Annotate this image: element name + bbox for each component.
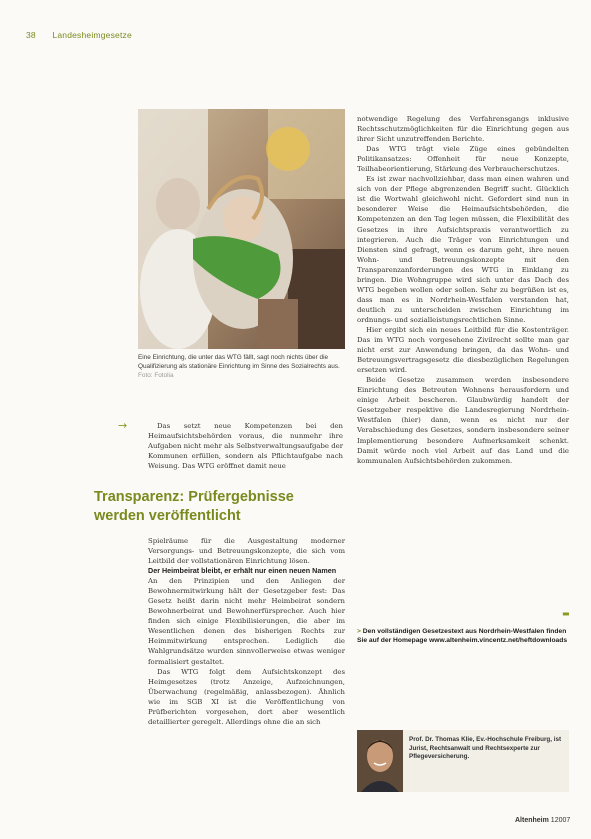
column-right bbox=[357, 114, 569, 466]
issue-number: 12007 bbox=[550, 817, 571, 824]
chevron-right-icon: > bbox=[357, 628, 361, 635]
magazine-name: Altenheim bbox=[515, 817, 549, 824]
caption-text: Eine Einrichtung, die unter das WTG fällt, sagt noch nichts über die Qualifizierung als stationäre Einrichtung im Sinne des Sozialrechts aus. bbox=[138, 354, 340, 370]
section-title: Landesheimgesetze bbox=[52, 30, 132, 40]
photo-credit: Foto: Fotolia bbox=[138, 372, 174, 380]
paragraph: An den Prinzipien und den Anliegen der Bewohnermitwirkung hält der Gesetzgeber fest: Das Gesetz heißt darin nicht mehr Heimbeirat sondern Bewohnerbeirat und Bewohnerfürsprecher. Auch hier finden sich einige Flexibilisierungen, die aber im Wesentlichen denen des bisherigen Rechts zur Heimmitwirkung entsprechen. Lediglich die Wahlgrundsätze wurden sinnvollerweise etwas weniger formalisiert gestaltet. bbox=[148, 577, 345, 666]
download-link-text[interactable]: Den vollständigen Gesetzestext aus Nordrhein-Westfalen finden Sie auf der Homepage www.altenheim.vincentz.net/heftdownloads bbox=[357, 628, 568, 644]
paragraph: notwendige Regelung des Verfahrensgangs inklusive Rechtsschutzmöglichkeiten für die Einrichtung gegen aus ihrer Sicht unzutreffenden Berichte. bbox=[357, 115, 569, 144]
author-bio: Prof. Dr. Thomas Klie, Ev.-Hochschule Freiburg, ist Jurist, Rechtsanwalt und Rechtsexperte zur Pflegeversicherung. bbox=[409, 736, 562, 760]
author-portrait bbox=[357, 730, 403, 792]
paragraph: Das setzt neue Kompetenzen bei den Heimaufsichtsbehörden voraus, die nunmehr ihre Aufgaben nicht mehr als Selbstverwaltungsaufgabe der Kommunen erfüllen, sondern als Pflichtaufgabe nach Weisung. Das WTG eröffnet damit neue bbox=[148, 422, 343, 471]
paragraph: Beide Gesetze zusammen werden insbesondere Einrichtung des Betreuten Wohnens herausfordern und einige Arbeit bescheren. Glaubwürdig handelt der Gesetzgeber respektive die Landesregierung Nordrhein-Westfalen (hier) dann, wenn es nicht nur der Verabschiedung des Gesetzes, sondern insbesondere seiner Implementierung besondere Aufmerksamkeit schenkt. Damit würde noch viel Arbeit auf das Land und die kommunalen Aufsichtsbehörden zukommen. bbox=[357, 376, 569, 465]
article-photo bbox=[138, 109, 345, 349]
running-header bbox=[26, 30, 132, 40]
subheading: Der Heimbeirat bleibt, er erhält nur einen neuen Namen bbox=[148, 566, 337, 576]
end-mark-icon: ▬ bbox=[562, 609, 570, 618]
section-heading: Transparenz: Prüfergebnisse werden veröffentlicht bbox=[94, 489, 294, 524]
arrow-icon: → bbox=[118, 419, 128, 432]
photo-illustration bbox=[138, 109, 345, 349]
paragraph: Das WTG folgt dem Aufsichtskonzept des Heimgesetzes (trotz Anzeige, Aufzeichnungen, Überwachung (regelmäßig, anlassbezogen). Ähnlich wie im SGB XI ist die Veröffentlichung von Prüfberichten vorgesehen, dort aber wesentlich detaillierter geregelt. Allerdings ohne die an sich bbox=[148, 667, 345, 726]
paragraph: Hier ergibt sich ein neues Leitbild für die Kostenträger. Das im WTG noch vorgesehene Zivilrecht sollte man gar nicht erst zur Anwendung bringen, da das Wohn- und Betreuungsvertragsgesetz die diesbezüglichen Regelungen ersetzen wird. bbox=[357, 325, 569, 375]
author-box bbox=[357, 730, 569, 792]
paragraph: Es ist zwar nachvollziehbar, dass man einen wahren und sich von der Pflege abgrenzenden Begriff sucht. Glücklich ist die Wortwahl gleichwohl nicht. Gefordert sind nun in besonderer Weise die Heimaufsichtsbehörden, die Kompetenzen an den Tag legen müssen, die Flexibilität des Gesetzes in ihre Aufsichtspraxis verantwortlich zu integrieren. Auch die Träger von Einrichtungen und Diensten sind gefragt, wenn es darum geht, ihre neuen Wohn- und Betreuungskonzepte mit den Transparenzanforderungen des WTG in Einklang zu bringen. Die Wohngruppe wird sich unter das Dach des WTG begeben wollen oder sollen. Sehr zu begrüßen ist es, dass man es in Nordrhein-Westfalen verstanden hat, deutlich zu unterscheiden zwischen Einrichtung im ordnungs- und sozialleistungsrechtlichen Sinne. bbox=[357, 175, 569, 324]
download-note bbox=[357, 627, 569, 645]
page-number: 38 bbox=[26, 30, 36, 40]
column-left-bottom bbox=[148, 536, 345, 727]
paragraph: Spielräume für die Ausgestaltung moderner Versorgungs- und Betreuungskonzepte, die sich vom Leitbild der vollstationären Einrichtung lösen. bbox=[148, 537, 345, 566]
paragraph: Das WTG trägt viele Züge eines gebündelten Politikansatzes: Offenheit für neue Konzepte, Teilhabeorientierung, Stärkung des Verbraucherschutzes. bbox=[357, 145, 569, 174]
portrait-illustration bbox=[357, 730, 403, 792]
page-footer bbox=[515, 817, 570, 824]
photo-caption bbox=[138, 354, 343, 381]
column-left-top bbox=[148, 421, 343, 471]
